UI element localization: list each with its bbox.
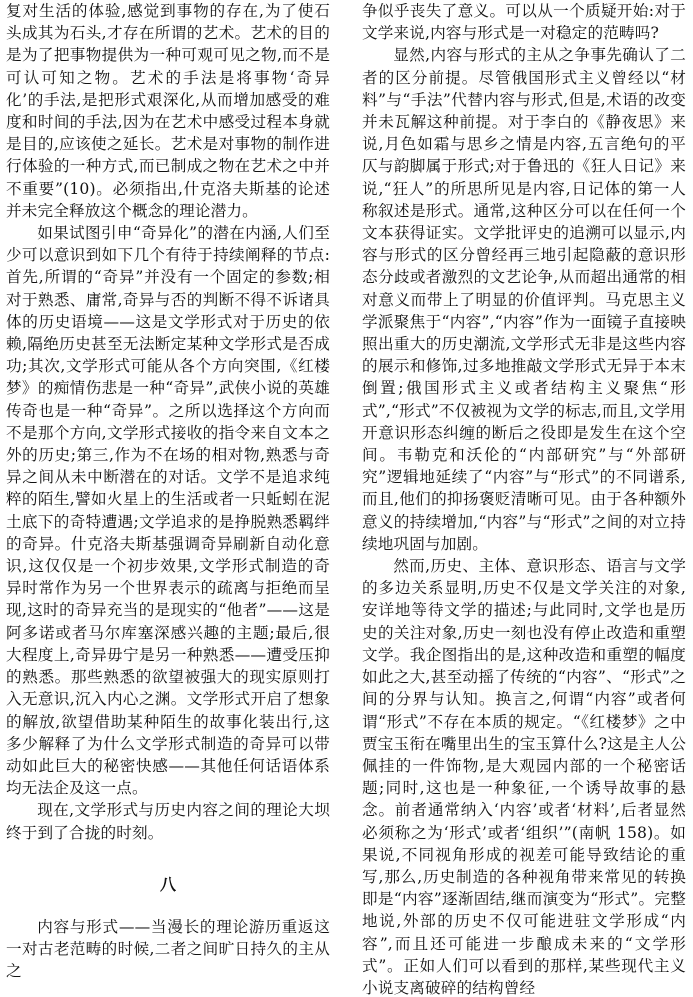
right-paragraph-2: 显然,内容与形式的主从之争事先确认了二者的区分前提。尽管俄国形式主义曾经以“材料”与“手法”代替内容与形式,但是,术语的改变并未瓦解这种前提。对于李白的《静夜思》来说,月色如霜与思乡之情是内容,五言绝句的平仄与韵脚属于形式;对于鲁迅的《狂人日记》来说,“狂人”的所思所见是内容,日记体的第一人称叙述是形式。通常,这种区分可以在任何一个文本获得证实。文学批评史的追溯可以显示,内容与形式的区分曾经再三地引起隐蔽的意识形态分歧或者激烈的文艺论争,从而超出通常的相对意义而带上了明显的价值评判。马克思主义学派聚焦于“内容”,“内容”作为一面镜子直接映照出重大的历史潮流,文学形式无非是这些内容的展示和修饰,过多地推敲文学形式无异于本末倒置;俄国形式主义或者结构主义聚焦“形式”,“形式”不仅被视为文学的标志,而且,文学用开意识形态纠缠的断后之役即是发生在这个空间。韦勒克和沃伦的“内部研究”与“外部研究”逻辑地延续了“内容”与“形式”的不同谱系,而且,他们的抑扬褒贬清晰可见。由于各种额外意义的持续增加,“内容”与“形式”之间的对立持续地巩固与加剧。 (362, 46, 686, 553)
left-paragraph-4: 内容与形式——当漫长的理论游历重返这一对古老范畴的时候,二者之间旷日持久的主从之 (6, 917, 330, 981)
left-column (6, 0, 330, 997)
right-column (362, 0, 686, 997)
left-paragraph-1: 复对生活的体验,感觉到事物的存在,为了使石头成其为石头,才存在所谓的艺术。艺术的目的是为了把事物提供为一种可观可见之物,而不是可认可知之物。艺术的手法是将事物‘奇异化’的手法,是把形式艰深化,从而增加感受的难度和时间的手法,因为在艺术中感受过程本身就是目的,应该使之延长。艺术是对事物的制作进行体验的一种方式,而已制成之物在艺术之中并不重要”(10)。必须指出,什克洛夫斯基的论述并未完全释放这个概念的理论潜力。 (6, 2, 330, 220)
left-paragraph-3: 现在,文学形式与历史内容之间的理论大坝终于到了合拢的时刻。 (6, 801, 330, 842)
section-heading: 八 (159, 874, 176, 894)
right-paragraph-3: 然而,历史、主体、意识形态、语言与文学的多边关系显明,历史不仅是文学关注的对象,安详地等待文学的描述;与此同时,文学也是历史的关注对象,历史一刻也没有停止改造和重塑文学。我企图指出的是,这种改造和重塑的幅度如此之大,甚至动摇了传统的“内容”、“形式”之间的分界与认知。换言之,何谓“内容”或者何谓“形式”不存在本质的规定。“《红楼梦》之中贾宝玉衔在嘴里出生的宝玉算什么?这是主人公佩挂的一件饰物,是大观园内部的一个秘密话题;同时,这也是一种象征,一个诱导故事的悬念。前者通常纳入‘内容’或者‘材料’,后者显然必须称之为‘形式’或者‘组织’”(南帆 158)。如果说,不同视角形成的视差可能导致结论的重写,那么,历史制造的各种视角带来常见的转换即是“内容”逐渐固结,继而演变为“形式”。完整地说,外部的历史不仅可能进驻文学形成“内容”,而且还可能进一步酿成未来的“文学形式”。正如人们可以看到的那样,某些现代主义小说支离破碎的结构曾经 (362, 557, 686, 997)
right-paragraph-1: 争似乎丧失了意义。可以从一个质疑开始:对于文学来说,内容与形式是一对稳定的范畴吗? (362, 2, 686, 43)
left-paragraph-2: 如果试图引申“奇异化”的潜在内涵,人们至少可以意识到如下几个有待于持续阐释的节点:首先,所谓的“奇异”并没有一个固定的参数;相对于熟悉、庸常,奇异与否的判断不得不诉诸具体的历史语境——这是文学形式对于历史的依赖,隔绝历史甚至无法断定某种文学形式是否成功;其次,文学形式可能从各个方向突围,《红楼梦》的痴情伤悲是一种“奇异”,武侠小说的英雄传奇也是一种“奇异”。之所以选择这个方向而不是那个方向,文学形式接收的指令来自文本之外的历史;第三,作为不在场的相对物,熟悉与奇异之间从未中断潜在的对话。文学不是追求纯粹的陌生,譬如火星上的生活或者一只蚯蚓在泥土底下的奇特遭遇;文学追求的是挣脱熟悉羁绊的奇异。什克洛夫斯基强调奇异刷新自动化意识,这仅仅是一个初步效果,文学形式制造的奇异时常作为另一个世界表示的疏离与拒绝而呈现,这时的奇异充当的是现实的“他者”——这是阿多诺或者马尔库塞深感兴趣的主题;最后,很大程度上,奇异毋宁是另一种熟悉——遭受压抑的熟悉。那些熟悉的欲望被强大的现实原则打入无意识,沉入内心之渊。文学形式开启了想象的解放,欲望借助某种陌生的故事化装出行,这多少解释了为什么文学形式制造的奇异可以带动如此巨大的秘密快感——其他任何话语体系均无法企及这一点。 (6, 224, 330, 798)
